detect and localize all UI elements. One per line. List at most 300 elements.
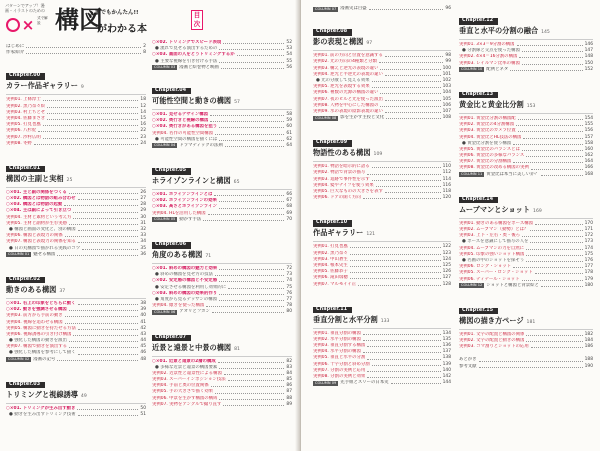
toc-item-page: 98 bbox=[445, 53, 451, 59]
toc-item-text: 実例06. 八杉紀 bbox=[6, 128, 37, 134]
leader-dots bbox=[223, 42, 284, 44]
toc-item-page: 78 bbox=[286, 303, 292, 309]
toc-item-page: 128 bbox=[442, 281, 451, 287]
toc-item-text: 実例02. 水平分割の構図 bbox=[313, 336, 361, 342]
right-column-1 bbox=[313, 6, 451, 393]
leader-dots bbox=[513, 143, 582, 145]
toc-item-text: 実例07. マルモイイ正 bbox=[313, 281, 357, 287]
leader-dots bbox=[367, 173, 440, 175]
leader-dots bbox=[350, 277, 441, 279]
leader-dots bbox=[38, 130, 138, 132]
toc-item[interactable] bbox=[313, 195, 451, 201]
chapter-title bbox=[459, 26, 593, 37]
toc-item-page: 54 bbox=[286, 52, 292, 58]
leader-dots bbox=[219, 207, 285, 209]
toc-item-page: 139 bbox=[442, 361, 451, 367]
chapter-page: 153 bbox=[526, 103, 536, 109]
leader-dots bbox=[219, 398, 284, 400]
leader-dots bbox=[379, 61, 444, 63]
toc-item-page: 140 bbox=[442, 367, 451, 373]
toc-item-page: 31 bbox=[140, 220, 146, 226]
toc-item-page: 85 bbox=[286, 377, 292, 383]
toc-item[interactable] bbox=[152, 402, 292, 408]
toc-item[interactable] bbox=[152, 143, 292, 149]
toc-item-text: 実例09. 水の表現の陰影表現の違い bbox=[313, 108, 383, 114]
toc-item-text: 漫画史は目盛 bbox=[340, 6, 367, 11]
toc-item-text: 実例02. 4×4＝16分割の構図 bbox=[459, 54, 518, 60]
toc-item-text: 実例04. ムーブマンの力を自然に bbox=[459, 245, 525, 251]
column-badge: COLUMN 09 bbox=[315, 380, 337, 385]
chapter-tab: Chapter.09 bbox=[313, 140, 352, 147]
toc-item-page: 18 bbox=[140, 97, 146, 103]
toc-item-text: 実例04. 手前と奥の位置関係 bbox=[152, 383, 209, 389]
chapter-title bbox=[313, 315, 451, 326]
toc-item-text: 実例01. 黄金比分割の構図配 bbox=[459, 115, 516, 121]
toc-item-page: 55 bbox=[286, 58, 292, 64]
chapter-block bbox=[313, 295, 451, 387]
toc-item-page: 44 bbox=[140, 338, 146, 344]
toc-item-text: 実例05. 黄金比のバランスとは bbox=[459, 146, 520, 152]
toc-item-page: 146 bbox=[584, 42, 593, 47]
toc-item-page: 142 bbox=[442, 374, 451, 379]
toc-item-text: 実例07. 実物をアングルで撮り直す bbox=[152, 401, 222, 407]
chapter-tab: Chapter.02 bbox=[6, 277, 45, 284]
toc-item-text: 実例06. ディテール・ショット bbox=[459, 276, 520, 282]
toc-item-text: ● 安定させる構図を利用し効果的に bbox=[155, 284, 227, 290]
toc-item-page: 125 bbox=[442, 262, 451, 268]
toc-item-text: 実例03. 構えと逆光の表現の違い bbox=[313, 65, 379, 71]
front-matter bbox=[6, 44, 146, 56]
leader-dots bbox=[69, 346, 138, 348]
leader-dots bbox=[385, 74, 441, 76]
toc-item-page: 116 bbox=[442, 182, 451, 188]
toc-item-text: 実例04. 根本史生 bbox=[313, 262, 348, 268]
leader-dots bbox=[372, 86, 441, 88]
leader-dots bbox=[82, 248, 138, 250]
leader-dots bbox=[215, 274, 284, 276]
leader-dots bbox=[47, 112, 138, 114]
chapter-page: 65 bbox=[233, 180, 240, 186]
toc-item[interactable] bbox=[459, 283, 593, 289]
chapter-rule bbox=[459, 218, 593, 219]
chapter-title-text: 角度のある構図 bbox=[152, 250, 203, 259]
book-title-kanji: 構図 bbox=[55, 5, 103, 34]
leader-dots bbox=[385, 99, 441, 101]
leader-dots bbox=[363, 351, 441, 353]
chapter-title bbox=[313, 148, 451, 159]
toc-item[interactable] bbox=[6, 252, 146, 258]
toc-item[interactable] bbox=[152, 309, 292, 315]
toc-item-page: 80 bbox=[286, 309, 292, 315]
chapter-page: 181 bbox=[526, 319, 536, 325]
toc-item-text: ● 黄金比分割を使う構図 bbox=[462, 140, 512, 146]
chapter-page: 81 bbox=[234, 346, 240, 352]
chapter-rule bbox=[152, 356, 292, 357]
toc-item-page: 89 bbox=[286, 401, 292, 407]
toc-item-page: 114 bbox=[442, 176, 451, 182]
chapter-title-text: ムーブマンとショット bbox=[459, 204, 531, 214]
leader-dots bbox=[380, 92, 440, 94]
masthead bbox=[3, 2, 243, 40]
leader-dots bbox=[367, 345, 440, 347]
ox-marks bbox=[6, 16, 36, 34]
toc-item-page: 60 bbox=[286, 124, 292, 130]
leader-dots bbox=[212, 311, 284, 313]
toc-item-text: 実例05. 打見也風 bbox=[6, 122, 41, 128]
toc-item-text: 実例03. 黄金比のカメラ位置 bbox=[459, 128, 516, 134]
toc-item[interactable] bbox=[459, 344, 593, 350]
column-badge: COLUMN 07 bbox=[315, 6, 337, 11]
toc-item[interactable] bbox=[6, 141, 146, 147]
toc-item-text: ショットと構図と背景絵と bbox=[486, 282, 539, 288]
chapter-page: 57 bbox=[234, 99, 240, 105]
leader-dots bbox=[385, 55, 444, 57]
toc-item-text: 実例05. 印象の強いショット構図 bbox=[459, 251, 525, 257]
leader-dots bbox=[219, 48, 284, 50]
chapter-block bbox=[152, 76, 292, 149]
chapter-tab: Chapter.04 bbox=[152, 88, 191, 95]
toc-item[interactable] bbox=[313, 282, 451, 288]
toc-item-text: ● 構図と画面の変化と、別の構図 bbox=[9, 227, 76, 232]
leader-dots bbox=[385, 111, 441, 113]
chapter-tab: Chapter.14 bbox=[459, 197, 498, 204]
leader-dots bbox=[65, 315, 139, 317]
chapter-page: 169 bbox=[533, 208, 542, 214]
toc-item-page: 166 bbox=[584, 165, 593, 171]
chapter-title bbox=[313, 228, 451, 239]
toc-item-page: 67 bbox=[286, 198, 292, 204]
chapter-page: 9 bbox=[80, 85, 84, 91]
toc-item-text: 実例07. 構図と表現力の関係を知る bbox=[6, 239, 76, 245]
column-badge: COLUMN 06 bbox=[154, 309, 176, 314]
chapter-block bbox=[152, 156, 292, 223]
chapter-tab: Chapter.15 bbox=[459, 308, 498, 315]
leader-dots bbox=[522, 149, 583, 151]
right-page bbox=[301, 0, 600, 451]
toc-item-text: 実例06. ロング・ショット bbox=[459, 264, 512, 270]
chapter-block bbox=[313, 208, 451, 287]
leader-dots bbox=[369, 8, 444, 10]
toc-item-text: 先手組とスリーの日本史 bbox=[340, 380, 389, 386]
toc-item-text: ● 角度から見るデッサンの構図 bbox=[155, 296, 217, 302]
toc-item-page: 74 bbox=[286, 278, 292, 284]
leader-dots bbox=[526, 340, 582, 342]
column-badge: COLUMN 11 bbox=[461, 172, 483, 177]
chapter-rule bbox=[6, 298, 146, 299]
leader-dots bbox=[367, 370, 440, 372]
chapter-title bbox=[152, 176, 292, 187]
toc-item-page: 127 bbox=[442, 275, 451, 281]
leader-dots bbox=[526, 254, 582, 256]
toc-item-text: 実例03. 上下・左右・奥・後ろ bbox=[459, 233, 521, 239]
leader-dots bbox=[219, 139, 284, 141]
chapter-page: 49 bbox=[80, 393, 87, 399]
toc-item[interactable] bbox=[459, 172, 593, 178]
leader-dots bbox=[358, 284, 440, 286]
toc-item-page: 29 bbox=[140, 208, 146, 214]
toc-item-text: ● 光の分散して見える効果 bbox=[316, 77, 370, 83]
leader-dots bbox=[215, 133, 284, 135]
toc-item-text: ○×02. ホライゾンラインの効果 bbox=[152, 198, 217, 204]
end-item[interactable] bbox=[459, 364, 593, 370]
leader-dots bbox=[522, 279, 583, 281]
toc-item-page: 155 bbox=[584, 122, 593, 128]
toc-item-page: 138 bbox=[442, 355, 451, 361]
leader-dots bbox=[372, 80, 441, 82]
leader-dots bbox=[363, 339, 441, 341]
toc-item-page: 158 bbox=[584, 140, 593, 146]
right-column-2 bbox=[459, 6, 593, 370]
toc-item-text: ● 日の丸構図で描かれる実践のコツ bbox=[9, 245, 81, 251]
toc-item-page: 136 bbox=[442, 343, 451, 349]
chapter-rule bbox=[459, 113, 593, 114]
toc-item-page: 168 bbox=[584, 171, 593, 177]
toc-item-text: 実例02. 文字の配置と動きの構図 bbox=[459, 338, 525, 344]
column-badge: COLUMN 03 bbox=[154, 65, 176, 70]
toc-item-page: 147 bbox=[584, 48, 593, 54]
toc-item[interactable] bbox=[152, 217, 292, 223]
toc-item-text: 実例04. 名作の可能性空間構図 bbox=[152, 130, 214, 136]
chapter-rule bbox=[313, 161, 451, 162]
leader-dots bbox=[219, 126, 284, 128]
toc-item-page: 70 bbox=[286, 216, 292, 222]
leader-dots bbox=[535, 223, 583, 225]
toc-item-page: 36 bbox=[140, 251, 146, 257]
toc-item-text: 実例08. 人物を中心にした構図の bbox=[313, 102, 379, 108]
leader-dots bbox=[225, 145, 285, 147]
toc-item-text: ● 強化した構図の動きを演出 bbox=[9, 338, 67, 344]
toc-item-text: ● 分割線と交点を使った構図 bbox=[462, 48, 520, 54]
column-badge: COLUMN 10 bbox=[461, 67, 483, 72]
leader-dots bbox=[219, 280, 284, 282]
chapter-rule bbox=[313, 328, 451, 329]
toc-item-text: 実例03. コマ割りとショットの応用 bbox=[459, 344, 529, 350]
toc-item-page: 120 bbox=[442, 195, 451, 201]
toc-item-page: 108 bbox=[442, 115, 451, 121]
toc-item-page: 110 bbox=[442, 164, 451, 170]
chapter-title-text: ホライゾンラインと構図 bbox=[152, 176, 231, 186]
toc-item-text: 実例01. 打見也風 bbox=[313, 244, 348, 250]
chapter-rule bbox=[459, 329, 593, 330]
toc-item-text: 実例03. レイルマン比率の構図 bbox=[459, 60, 520, 66]
toc-item-text: 漫画と絵巻物と映画 bbox=[179, 64, 219, 70]
leader-dots bbox=[208, 213, 285, 215]
chapter-block bbox=[313, 128, 451, 201]
toc-item-text: 実例07. 黄金比の分割構図 bbox=[459, 159, 512, 165]
toc-item-page: 179 bbox=[584, 276, 593, 282]
toc-item-page: 51 bbox=[140, 412, 146, 417]
chapter-block bbox=[6, 154, 146, 258]
chapter-block bbox=[6, 265, 146, 363]
toc-item-page: 173 bbox=[584, 239, 593, 245]
toc-item-text: ○×01. トリミングが生み出す動き bbox=[6, 405, 76, 411]
column-badge: COLUMN 04 bbox=[154, 143, 176, 148]
toc-item-text: 実例03. 中山蒼生 bbox=[313, 256, 348, 262]
toc-item[interactable] bbox=[6, 412, 146, 418]
chapter-title bbox=[6, 285, 146, 296]
toc-item-text: 黄金比は本当に美しいか？ bbox=[486, 171, 539, 177]
chapter-tab: Chapter.03 bbox=[6, 382, 45, 389]
leader-dots bbox=[380, 105, 440, 107]
toc-item-text: 実例08. 冬野 bbox=[6, 140, 32, 146]
toc-item-page: 126 bbox=[442, 269, 451, 275]
leader-dots bbox=[78, 414, 139, 416]
leader-dots bbox=[513, 161, 582, 163]
chapter-tab: Chapter.11 bbox=[313, 307, 352, 314]
toc-item-page: 77 bbox=[286, 296, 292, 302]
chapter-block bbox=[459, 80, 593, 178]
toc-item-text: 実例02. ムーブマン（動勢）とは？ bbox=[459, 227, 529, 232]
chapter-title bbox=[459, 205, 593, 216]
toc-item[interactable] bbox=[313, 115, 451, 121]
leader-dots bbox=[78, 353, 139, 355]
chapter-tab: Chapter.05 bbox=[152, 168, 191, 175]
toc-item-page: 104 bbox=[442, 90, 451, 96]
chapter-block bbox=[459, 6, 593, 73]
toc-item-text: 実例05. 巨大なものの大きさを表す bbox=[313, 189, 383, 194]
leader-dots bbox=[78, 229, 139, 231]
toc-item-text: ○×01. 斜めの構図の魅力と効果 bbox=[152, 266, 218, 271]
toc-item-page: 53 bbox=[286, 46, 292, 52]
chapter-rule bbox=[6, 187, 146, 188]
toc-item-page: 157 bbox=[584, 134, 593, 140]
chapter-block bbox=[152, 323, 292, 409]
leader-dots bbox=[219, 268, 284, 270]
toc-item-page: 30 bbox=[140, 214, 146, 220]
toc-item-text: 実例03. スーパーインポジション技法 bbox=[152, 377, 226, 383]
toc-item-page: 100 bbox=[442, 65, 451, 71]
circle-icon bbox=[6, 18, 20, 32]
leader-dots bbox=[350, 253, 441, 255]
toc-item-page: 134 bbox=[442, 330, 451, 336]
toc-item-page: 101 bbox=[442, 71, 451, 77]
toc-item-text: ● 主要な視線を引き付ける手法 bbox=[155, 58, 218, 64]
toc-item-page: 59 bbox=[286, 118, 292, 124]
toc-item-page: 72 bbox=[286, 266, 292, 271]
toc-item[interactable] bbox=[459, 67, 593, 73]
toc-item-text: ○×01. 見せるデザイン構図 bbox=[152, 111, 209, 117]
chapter-title-text: 近景と遠景と中景の構図 bbox=[152, 342, 232, 352]
chapter-rule bbox=[152, 109, 292, 110]
chapter-page: 145 bbox=[541, 30, 550, 35]
toc-item-text: 実例01. 文字の配置と構図の関係 bbox=[459, 331, 525, 337]
toc-item-page: 43 bbox=[140, 331, 146, 337]
toc-item-text: 実例03. 垂直分割する構図 bbox=[313, 343, 366, 349]
toc-item-page: 123 bbox=[442, 250, 451, 256]
toc-item-text: 実例01. 動きのある構図をポーズ構図 bbox=[459, 220, 534, 226]
leader-dots bbox=[221, 67, 285, 69]
chapter-title-text: カラー作品ギャラリー bbox=[6, 81, 78, 91]
toc-item-text: 実例06. 黄金比の多様なバランス bbox=[459, 153, 525, 159]
leader-dots bbox=[513, 266, 582, 268]
leader-dots bbox=[541, 174, 583, 176]
leader-dots bbox=[519, 56, 582, 58]
toc-item-page: 177 bbox=[584, 264, 593, 270]
toc-item-text: ○×01. ホライゾンラインとは bbox=[152, 192, 213, 198]
leader-dots bbox=[223, 404, 284, 406]
leader-dots bbox=[69, 192, 139, 194]
toc-item-text: ● 斜めの構図を見せ方の技法 bbox=[155, 272, 213, 278]
toc-item-text: ● 強化した構図を参考にして描く bbox=[9, 350, 76, 356]
toc-item-text: 漫画の記号 bbox=[33, 356, 56, 362]
leader-dots bbox=[77, 408, 138, 410]
leader-dots bbox=[26, 52, 141, 54]
leader-dots bbox=[386, 117, 440, 119]
chapter-title-text: 黄金比と黄金比分割 bbox=[459, 99, 524, 109]
toc-item-page: 162 bbox=[584, 153, 593, 159]
series-label: パターンでアップ！漫画・イラストのための bbox=[5, 3, 45, 13]
chapter-block bbox=[6, 370, 146, 418]
leader-dots bbox=[522, 50, 583, 52]
leader-dots bbox=[372, 179, 441, 181]
chapter-rule bbox=[6, 94, 146, 95]
leader-dots bbox=[391, 382, 441, 384]
toc-item-page: 46 bbox=[140, 350, 146, 356]
toc-item-page: 42 bbox=[140, 325, 146, 331]
chapter-title bbox=[459, 316, 593, 327]
toc-item-text: 実例06. 滝田瑞穂 bbox=[313, 275, 348, 281]
chapter-block bbox=[459, 185, 593, 289]
toc-item-page: 24 bbox=[140, 140, 146, 146]
toc-item-page: 160 bbox=[584, 146, 593, 152]
toc-item-page: 178 bbox=[584, 270, 593, 276]
chapter-title-text: 構図の主副と実相 bbox=[6, 173, 64, 183]
leader-dots bbox=[214, 194, 284, 196]
leader-dots bbox=[372, 364, 441, 366]
toc-item-page: 34 bbox=[140, 239, 146, 245]
leader-dots bbox=[210, 114, 284, 116]
front-item-label: はじめに bbox=[6, 44, 25, 49]
leader-dots bbox=[522, 63, 583, 65]
leader-dots bbox=[43, 124, 139, 126]
toc-item[interactable] bbox=[6, 357, 146, 363]
leader-dots bbox=[530, 241, 582, 243]
spacer bbox=[152, 410, 292, 415]
toc-item-text: 実例04. 視線を追わせる構図 bbox=[6, 319, 63, 325]
toc-item-text: 参考文献 bbox=[459, 363, 477, 369]
toc-item-page: 69 bbox=[286, 210, 292, 216]
chapter-page: 109 bbox=[373, 152, 383, 158]
toc-item-page: 32 bbox=[140, 227, 146, 232]
leader-dots bbox=[219, 61, 284, 63]
leader-dots bbox=[531, 168, 583, 170]
chapter-rule bbox=[6, 403, 146, 404]
chapter-title bbox=[152, 250, 292, 261]
toc-item[interactable] bbox=[313, 380, 451, 386]
chapter-title bbox=[6, 81, 146, 92]
toc-item-text: 実例06. 複数の光源の構図の違い bbox=[313, 90, 379, 96]
leader-dots bbox=[530, 229, 582, 231]
toc-item-text: 実例01. 3×3＝9分割の構図 bbox=[459, 42, 515, 47]
toc-item-text: 実例05. 逆光を表現する効果 bbox=[313, 84, 370, 90]
leader-dots bbox=[518, 130, 583, 132]
chapter-rule bbox=[313, 50, 451, 51]
front-item-page: 2 bbox=[143, 44, 146, 49]
toc-item-page: 175 bbox=[584, 251, 593, 257]
toc-item-page: 172 bbox=[584, 233, 593, 239]
toc-item-page: 144 bbox=[442, 380, 451, 386]
chapter-rule bbox=[152, 263, 292, 264]
leader-dots bbox=[367, 358, 440, 360]
chapter-rule bbox=[152, 189, 292, 190]
toc-item-text: 実例04. 髪やナイフを使う効果 bbox=[313, 182, 374, 188]
chapter-page: 121 bbox=[366, 232, 376, 238]
toc-item-text: 実例06. 十字分割と斜め分割 bbox=[313, 361, 370, 367]
toc-item-text: 実例05. 手の大きさで描く効果 bbox=[152, 389, 214, 395]
leader-dots bbox=[219, 293, 284, 295]
toc-item-page: 137 bbox=[442, 349, 451, 355]
leader-dots bbox=[531, 346, 583, 348]
